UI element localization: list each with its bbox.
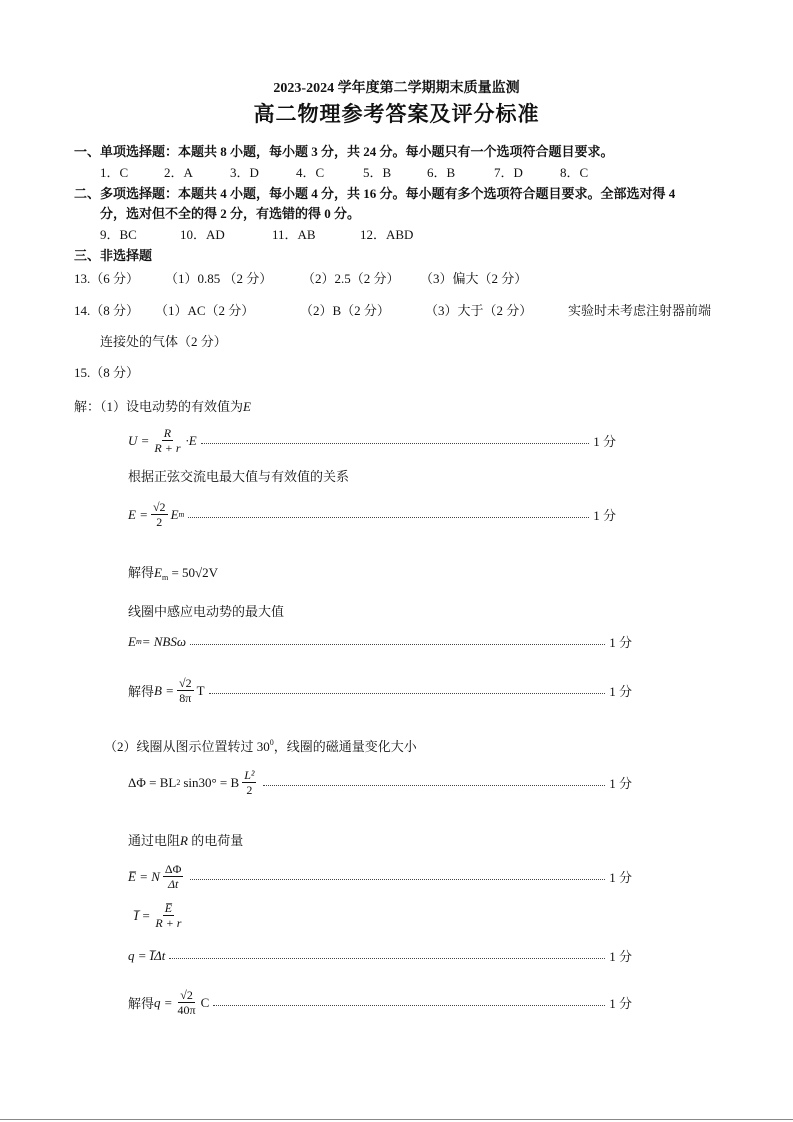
q13-part2: （2）2.5（2 分） xyxy=(302,271,400,286)
text-charge-var: R xyxy=(180,833,188,848)
solve-q xyxy=(128,988,209,1017)
eq3-sub: m xyxy=(135,637,142,646)
eq5-den: Δt xyxy=(167,877,179,891)
solve2-unit: T xyxy=(196,682,205,698)
equation-4 xyxy=(128,768,259,797)
eq6-den: R + r xyxy=(155,916,182,930)
solve-b xyxy=(128,676,205,705)
page-bottom-divider xyxy=(0,1119,793,1120)
eq2-tail: E xyxy=(170,506,179,522)
eq6-lhs: I̅ = xyxy=(134,907,151,923)
equation-7: q = I̅Δt xyxy=(128,947,166,963)
answer-4: 4．C xyxy=(296,165,325,180)
solve-b-row xyxy=(128,676,632,705)
eq1-fraction xyxy=(152,426,182,455)
eq2-sub: m xyxy=(178,510,185,519)
eq1-den: R + r xyxy=(154,441,181,455)
eq5-lhs: E̅ = N xyxy=(128,868,160,884)
equation-1-row xyxy=(128,426,616,455)
answer-3: 3．D xyxy=(230,165,259,180)
eq2-lhs: E = xyxy=(128,506,148,522)
eq5-num: ΔΦ xyxy=(164,862,182,876)
equation-1 xyxy=(128,426,197,455)
eq4-den: 2 xyxy=(246,783,253,797)
leader-dots xyxy=(190,644,605,645)
leader-dots xyxy=(201,443,590,444)
solve2-num: √2 xyxy=(178,676,192,690)
leader-dots xyxy=(263,785,605,786)
answer-2: 2．A xyxy=(164,165,193,180)
eq5-fraction xyxy=(163,862,184,891)
score-eq3: 1 分 xyxy=(609,635,632,650)
solution-intro xyxy=(74,396,251,415)
equation-3-row xyxy=(128,632,632,651)
q15-label: 15.（8 分） xyxy=(74,365,140,380)
solve2-lhs: B = xyxy=(154,682,174,698)
q14-part3: （3）大于（2 分） xyxy=(425,303,533,318)
answer-11: 11．AB xyxy=(272,227,316,242)
answer-1: 1．C xyxy=(100,165,129,180)
eq2-num: √2 xyxy=(152,500,166,514)
equation-2-row xyxy=(128,500,616,529)
part2-text: （2）线圈从图示位置转过 30 xyxy=(104,739,270,754)
solution-intro-text: 解：（1）设电动势的有效值为 xyxy=(74,399,244,414)
q14-part4-cont: 连接处的气体（2 分） xyxy=(100,334,227,349)
score-eq2: 1 分 xyxy=(593,508,616,523)
solution-intro-var: E xyxy=(243,399,251,414)
text-charge-suffix: 的电荷量 xyxy=(187,833,244,848)
q14-part4: 实验时未考虑注射器前端 xyxy=(568,303,712,318)
eq1-lhs: U = xyxy=(128,432,150,448)
q14-part1: （1）AC（2 分） xyxy=(155,303,255,318)
solve-em xyxy=(128,562,218,582)
solve3-num: √2 xyxy=(180,988,193,1002)
solve2-den: 8π xyxy=(179,691,192,705)
section3-heading: 三、非选择题 xyxy=(74,248,153,263)
solve3-lhs: q = xyxy=(154,994,173,1010)
solve3-den: 40π xyxy=(177,1003,196,1017)
part2-rest: ，线圈的磁通量变化大小 xyxy=(273,739,417,754)
score-eq4: 1 分 xyxy=(609,776,632,791)
eq1-num: R xyxy=(163,426,172,440)
score-solve-q: 1 分 xyxy=(609,996,632,1011)
equation-5 xyxy=(128,862,186,891)
equation-6-body xyxy=(134,901,186,930)
eq3-lhs: E xyxy=(128,633,136,649)
answer-8: 8．C xyxy=(560,165,589,180)
eq4-lhs: ΔΦ = BL xyxy=(128,774,177,790)
solve3-prefix: 解得 xyxy=(128,996,155,1011)
solve2-prefix: 解得 xyxy=(128,684,155,699)
solve1-sub: m xyxy=(161,573,169,582)
eq4-fraction xyxy=(242,768,256,797)
exam-year-title: 2023-2024 学年度第二学期期末质量监测 xyxy=(273,81,520,96)
eq3-rhs: = NBSω xyxy=(141,633,187,649)
leader-dots xyxy=(188,517,589,518)
eq6-num: E̅ xyxy=(164,901,173,915)
eq2-den: 2 xyxy=(156,515,163,529)
eq4-mid: sin30° = B xyxy=(183,774,240,790)
section2-heading-cont: 分，选对但不全的得 2 分，有选错的得 0 分。 xyxy=(100,206,361,221)
answer-5: 5．B xyxy=(363,165,392,180)
answer-12: 12．ABD xyxy=(360,227,414,242)
part2-statement xyxy=(104,736,417,755)
equation-7-row xyxy=(128,946,632,965)
score-solve-b: 1 分 xyxy=(609,684,632,699)
section2-heading: 二、多项选择题：本题共 4 小题，每小题 4 分，共 16 分。每小题有多个选项符合题目要求。全部选对得 4 xyxy=(74,186,676,201)
solve-q-row xyxy=(128,988,632,1017)
eq4-num: L² xyxy=(244,768,255,782)
section1-heading: 一、单项选择题：本题共 8 小题，每小题 3 分，共 24 分。每小题只有一个选项符合题目要求。 xyxy=(74,144,614,159)
q13-part3: （3）偏大（2 分） xyxy=(420,271,528,286)
q14-part2: （2）B（2 分） xyxy=(300,303,390,318)
answer-6: 6．B xyxy=(427,165,456,180)
equation-6 xyxy=(134,901,186,930)
text-rms-relation: 根据正弦交流电最大值与有效值的关系 xyxy=(128,469,350,484)
leader-dots xyxy=(169,958,605,959)
solve1-var: E xyxy=(154,565,162,580)
equation-3 xyxy=(128,634,186,650)
leader-dots xyxy=(209,693,606,694)
answer-9: 9．BC xyxy=(100,227,137,242)
text-charge-prefix: 通过电阻 xyxy=(128,833,181,848)
equation-4-row xyxy=(128,768,632,797)
solve3-fraction xyxy=(176,988,198,1017)
text-max-emf: 线圈中感应电动势的最大值 xyxy=(128,604,285,619)
page-title: 高二物理参考答案及评分标准 xyxy=(253,102,540,126)
q14-label: 14.（8 分） xyxy=(74,303,140,318)
eq2-fraction xyxy=(151,500,168,529)
score-eq7: 1 分 xyxy=(609,949,632,964)
leader-dots xyxy=(190,879,605,880)
q13-part1: （1）0.85 （2 分） xyxy=(165,271,273,286)
solve1-rhs: = 50√2V xyxy=(171,565,219,580)
eq4-sup: 2 xyxy=(176,778,181,787)
solve3-unit: C xyxy=(200,994,210,1010)
q13-label: 13.（6 分） xyxy=(74,271,140,286)
equation-5-row xyxy=(128,862,632,891)
score-eq5: 1 分 xyxy=(609,870,632,885)
score-eq1: 1 分 xyxy=(593,434,616,449)
equation-2 xyxy=(128,500,184,529)
answer-7: 7．D xyxy=(494,165,523,180)
eq6-fraction xyxy=(153,901,183,930)
part2-degree: 0 xyxy=(269,738,274,747)
eq1-tail: ·E xyxy=(185,432,197,448)
leader-dots xyxy=(213,1005,605,1006)
solve2-fraction xyxy=(177,676,194,705)
answer-10: 10．AD xyxy=(180,227,225,242)
text-charge xyxy=(128,830,243,849)
solve1-prefix: 解得 xyxy=(128,565,155,580)
